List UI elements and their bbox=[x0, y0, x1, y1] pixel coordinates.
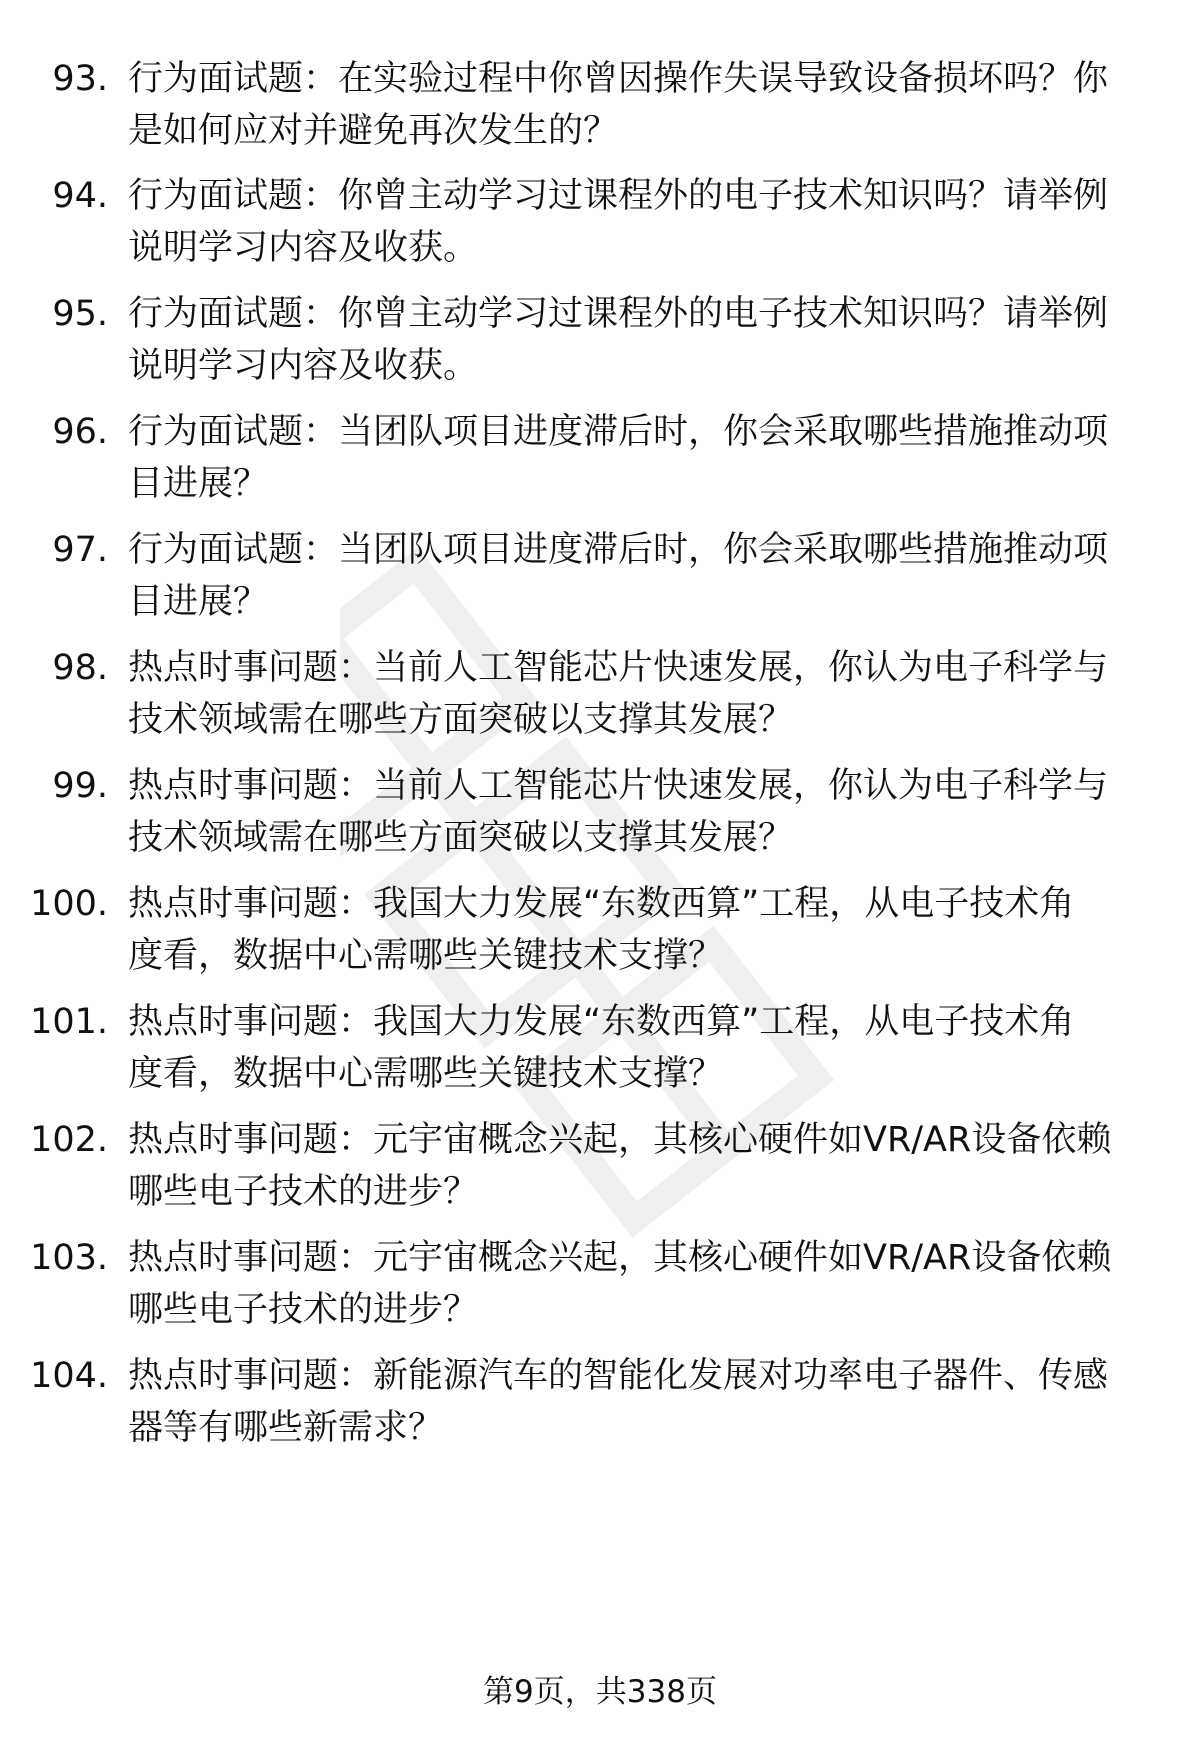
question-item bbox=[0, 1350, 1200, 1460]
question-text: 行为面试题：当团队项目进度滞后时，你会采取哪些措施推动项 目进展？ bbox=[128, 412, 1109, 504]
question-number: 103. bbox=[30, 1238, 108, 1278]
question-number: 102. bbox=[30, 1120, 108, 1160]
question-text: 热点时事问题：元宇宙概念兴起，其核心硬件如VR/AR设备依赖 哪些电子技术的进步？ bbox=[128, 1120, 1112, 1212]
question-number: 97. bbox=[52, 530, 108, 570]
question-text: 热点时事问题：我国大力发展“东数西算”工程，从电子技术角 度看，数据中心需哪些关键技术支撑？ bbox=[128, 1002, 1075, 1094]
question-item bbox=[0, 288, 1200, 398]
question-item bbox=[0, 524, 1200, 634]
question-number: 94. bbox=[52, 176, 108, 216]
question-text: 热点时事问题：当前人工智能芯片快速发展，你认为电子科学与 技术领域需在哪些方面突破以支撑其发展？ bbox=[128, 766, 1109, 858]
question-item bbox=[0, 878, 1200, 988]
question-text: 行为面试题：你曾主动学习过课程外的电子技术知识吗？请举例 说明学习内容及收获。 bbox=[128, 176, 1109, 268]
question-number: 93. bbox=[52, 59, 108, 99]
page-footer: 第9页，共338页 bbox=[483, 1674, 717, 1710]
question-number: 96. bbox=[52, 412, 108, 452]
question-item bbox=[0, 1232, 1200, 1342]
question-text: 热点时事问题：新能源汽车的智能化发展对功率电子器件、传感 器等有哪些新需求？ bbox=[128, 1356, 1109, 1448]
question-number: 98. bbox=[52, 648, 108, 688]
question-number: 99. bbox=[52, 766, 108, 806]
question-text: 行为面试题：你曾主动学习过课程外的电子技术知识吗？请举例 说明学习内容及收获。 bbox=[128, 294, 1109, 386]
question-text: 热点时事问题：我国大力发展“东数西算”工程，从电子技术角 度看，数据中心需哪些关键技术支撑？ bbox=[128, 884, 1075, 976]
question-item bbox=[0, 1114, 1200, 1224]
question-number: 100. bbox=[30, 884, 108, 924]
question-item bbox=[0, 406, 1200, 516]
question-text: 行为面试题：当团队项目进度滞后时，你会采取哪些措施推动项 目进展？ bbox=[128, 530, 1109, 622]
question-text: 热点时事问题：当前人工智能芯片快速发展，你认为电子科学与 技术领域需在哪些方面突破以支撑其发展？ bbox=[128, 648, 1109, 740]
question-number: 104. bbox=[30, 1356, 108, 1396]
question-number: 101. bbox=[30, 1002, 108, 1042]
question-number: 95. bbox=[52, 294, 108, 334]
question-item bbox=[0, 170, 1200, 280]
question-text: 行为面试题：在实验过程中你曾因操作失误导致设备损坏吗？你 是如何应对并避免再次发生的？ bbox=[128, 59, 1109, 151]
watermark bbox=[600, 520, 601, 521]
question-item bbox=[0, 760, 1200, 870]
question-text: 热点时事问题：元宇宙概念兴起，其核心硬件如VR/AR设备依赖 哪些电子技术的进步？ bbox=[128, 1238, 1112, 1330]
question-item bbox=[0, 642, 1200, 752]
question-item bbox=[0, 53, 1200, 163]
question-item bbox=[0, 996, 1200, 1106]
